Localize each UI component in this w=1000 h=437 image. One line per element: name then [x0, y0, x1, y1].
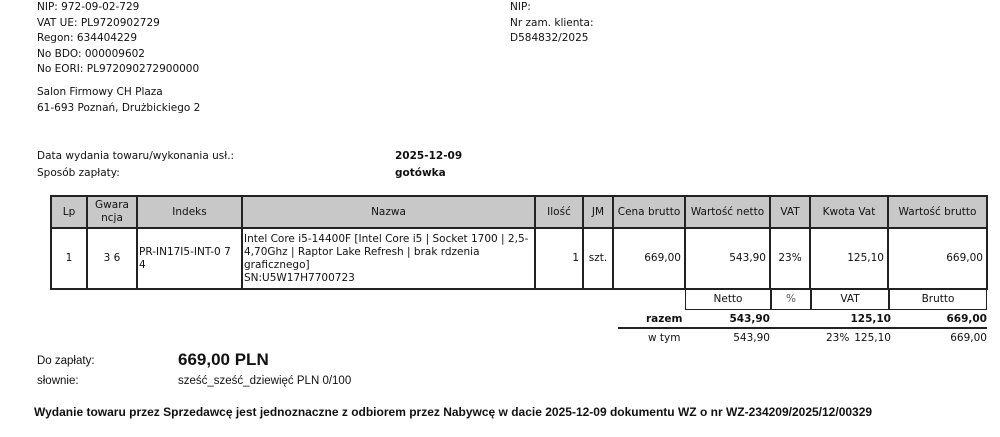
breakdown-vat: 125,10 — [854, 332, 891, 344]
total-brutto: 669,00 — [946, 313, 987, 325]
total-divider — [618, 327, 987, 329]
seller-address — [37, 85, 200, 116]
cell-vat: 23% — [770, 228, 810, 289]
cell-ilosc: 1 — [535, 228, 583, 289]
payment-method-label: Sposób zapłaty: — [37, 167, 120, 179]
cell-wartosc-brutto: 669,00 — [888, 228, 987, 289]
col-kwota-vat: Kwota Vat — [810, 196, 888, 228]
summary-brutto-header: Brutto — [921, 293, 955, 305]
seller-nip: NIP: 972-09-02-729 — [37, 1, 140, 13]
buyer-info — [510, 0, 593, 47]
cell-wartosc-netto: 543,90 — [685, 228, 770, 289]
total-vat: 125,10 — [850, 313, 891, 325]
items-table — [50, 195, 988, 290]
footer-note: Wydanie towaru przez Sprzedawcę jest jednoznaczne z odbiorem przez Nabywcę w dacie 2025-12-09 dokumentu WZ o nr WZ-234209/2025/12/00329 — [34, 405, 873, 419]
amount-words-label: słownie: — [37, 375, 79, 387]
col-lp: Lp — [51, 196, 87, 228]
date-value: 2025-12-09 — [395, 150, 463, 162]
summary-header — [685, 290, 987, 310]
summary-total-row — [618, 311, 987, 327]
summary-vat-header: VAT — [812, 290, 890, 309]
table-row — [51, 228, 987, 289]
buyer-order-number: D584832/2025 — [510, 32, 589, 44]
col-indeks: Indeks — [137, 196, 242, 228]
date-label: Data wydania towaru/wykonania usł.: — [37, 150, 235, 162]
col-wartosc-brutto: Wartość brutto — [888, 196, 987, 228]
cell-jm: szt. — [583, 228, 613, 289]
summary-breakdown-row — [618, 330, 987, 346]
col-wartosc-netto: Wartość netto — [685, 196, 770, 228]
seller-vat-ue: VAT UE: PL9720902729 — [37, 16, 160, 29]
table-header-row — [51, 196, 987, 228]
cell-nazwa — [242, 228, 535, 289]
col-gwarancja: Gwara ncja — [87, 196, 137, 228]
amount-due-label: Do zapłaty: — [37, 355, 95, 367]
col-ilosc: Ilość — [535, 196, 583, 228]
col-cena-brutto: Cena brutto — [613, 196, 685, 228]
summary-netto-header: Netto — [686, 290, 772, 309]
cell-indeks: PR-IN17I5-INT-0 7 4 — [137, 228, 242, 289]
amount-words-value: sześć_sześć_dziewięć PLN 0/100 — [178, 375, 352, 387]
product-name: Intel Core i5-14400F [Intel Core i5 | Socket 1700 | 2,5-4,70Ghz | Raptor Lake Refresh | brak rdzenia graficznego] — [244, 232, 529, 271]
seller-eori: No EORI: PL972090272900000 — [37, 63, 200, 75]
cell-kwota-vat: 125,10 — [810, 228, 888, 289]
breakdown-netto: 543,90 — [733, 332, 770, 344]
product-serial: SN:U5W17H7700723 — [244, 271, 355, 284]
breakdown-pct: 23% — [826, 332, 850, 344]
buyer-nip: NIP: — [510, 1, 531, 13]
payment-method-value: gotówka — [395, 167, 446, 179]
buyer-order-label: Nr zam. klienta: — [510, 16, 594, 29]
seller-ids — [37, 0, 199, 78]
seller-bdo: No BDO: 000009602 — [37, 47, 145, 60]
cell-lp: 1 — [51, 228, 87, 289]
seller-street: 61-693 Poznań, Drużbickiego 2 — [37, 101, 201, 114]
total-netto: 543,90 — [729, 313, 770, 325]
amount-due-value: 669,00 PLN — [178, 350, 269, 369]
total-label: razem — [646, 313, 683, 325]
col-nazwa: Nazwa — [242, 196, 535, 228]
summary-pct-header: % — [772, 290, 812, 309]
col-jm: JM — [583, 196, 613, 228]
breakdown-label: w tym — [648, 332, 681, 344]
seller-name: Salon Firmowy CH Plaza — [37, 86, 163, 98]
seller-regon: Regon: 634404229 — [37, 32, 138, 44]
col-vat: VAT — [770, 196, 810, 228]
cell-gwarancja: 3 6 — [87, 228, 137, 289]
cell-cena-brutto: 669,00 — [613, 228, 685, 289]
breakdown-brutto: 669,00 — [950, 332, 987, 344]
